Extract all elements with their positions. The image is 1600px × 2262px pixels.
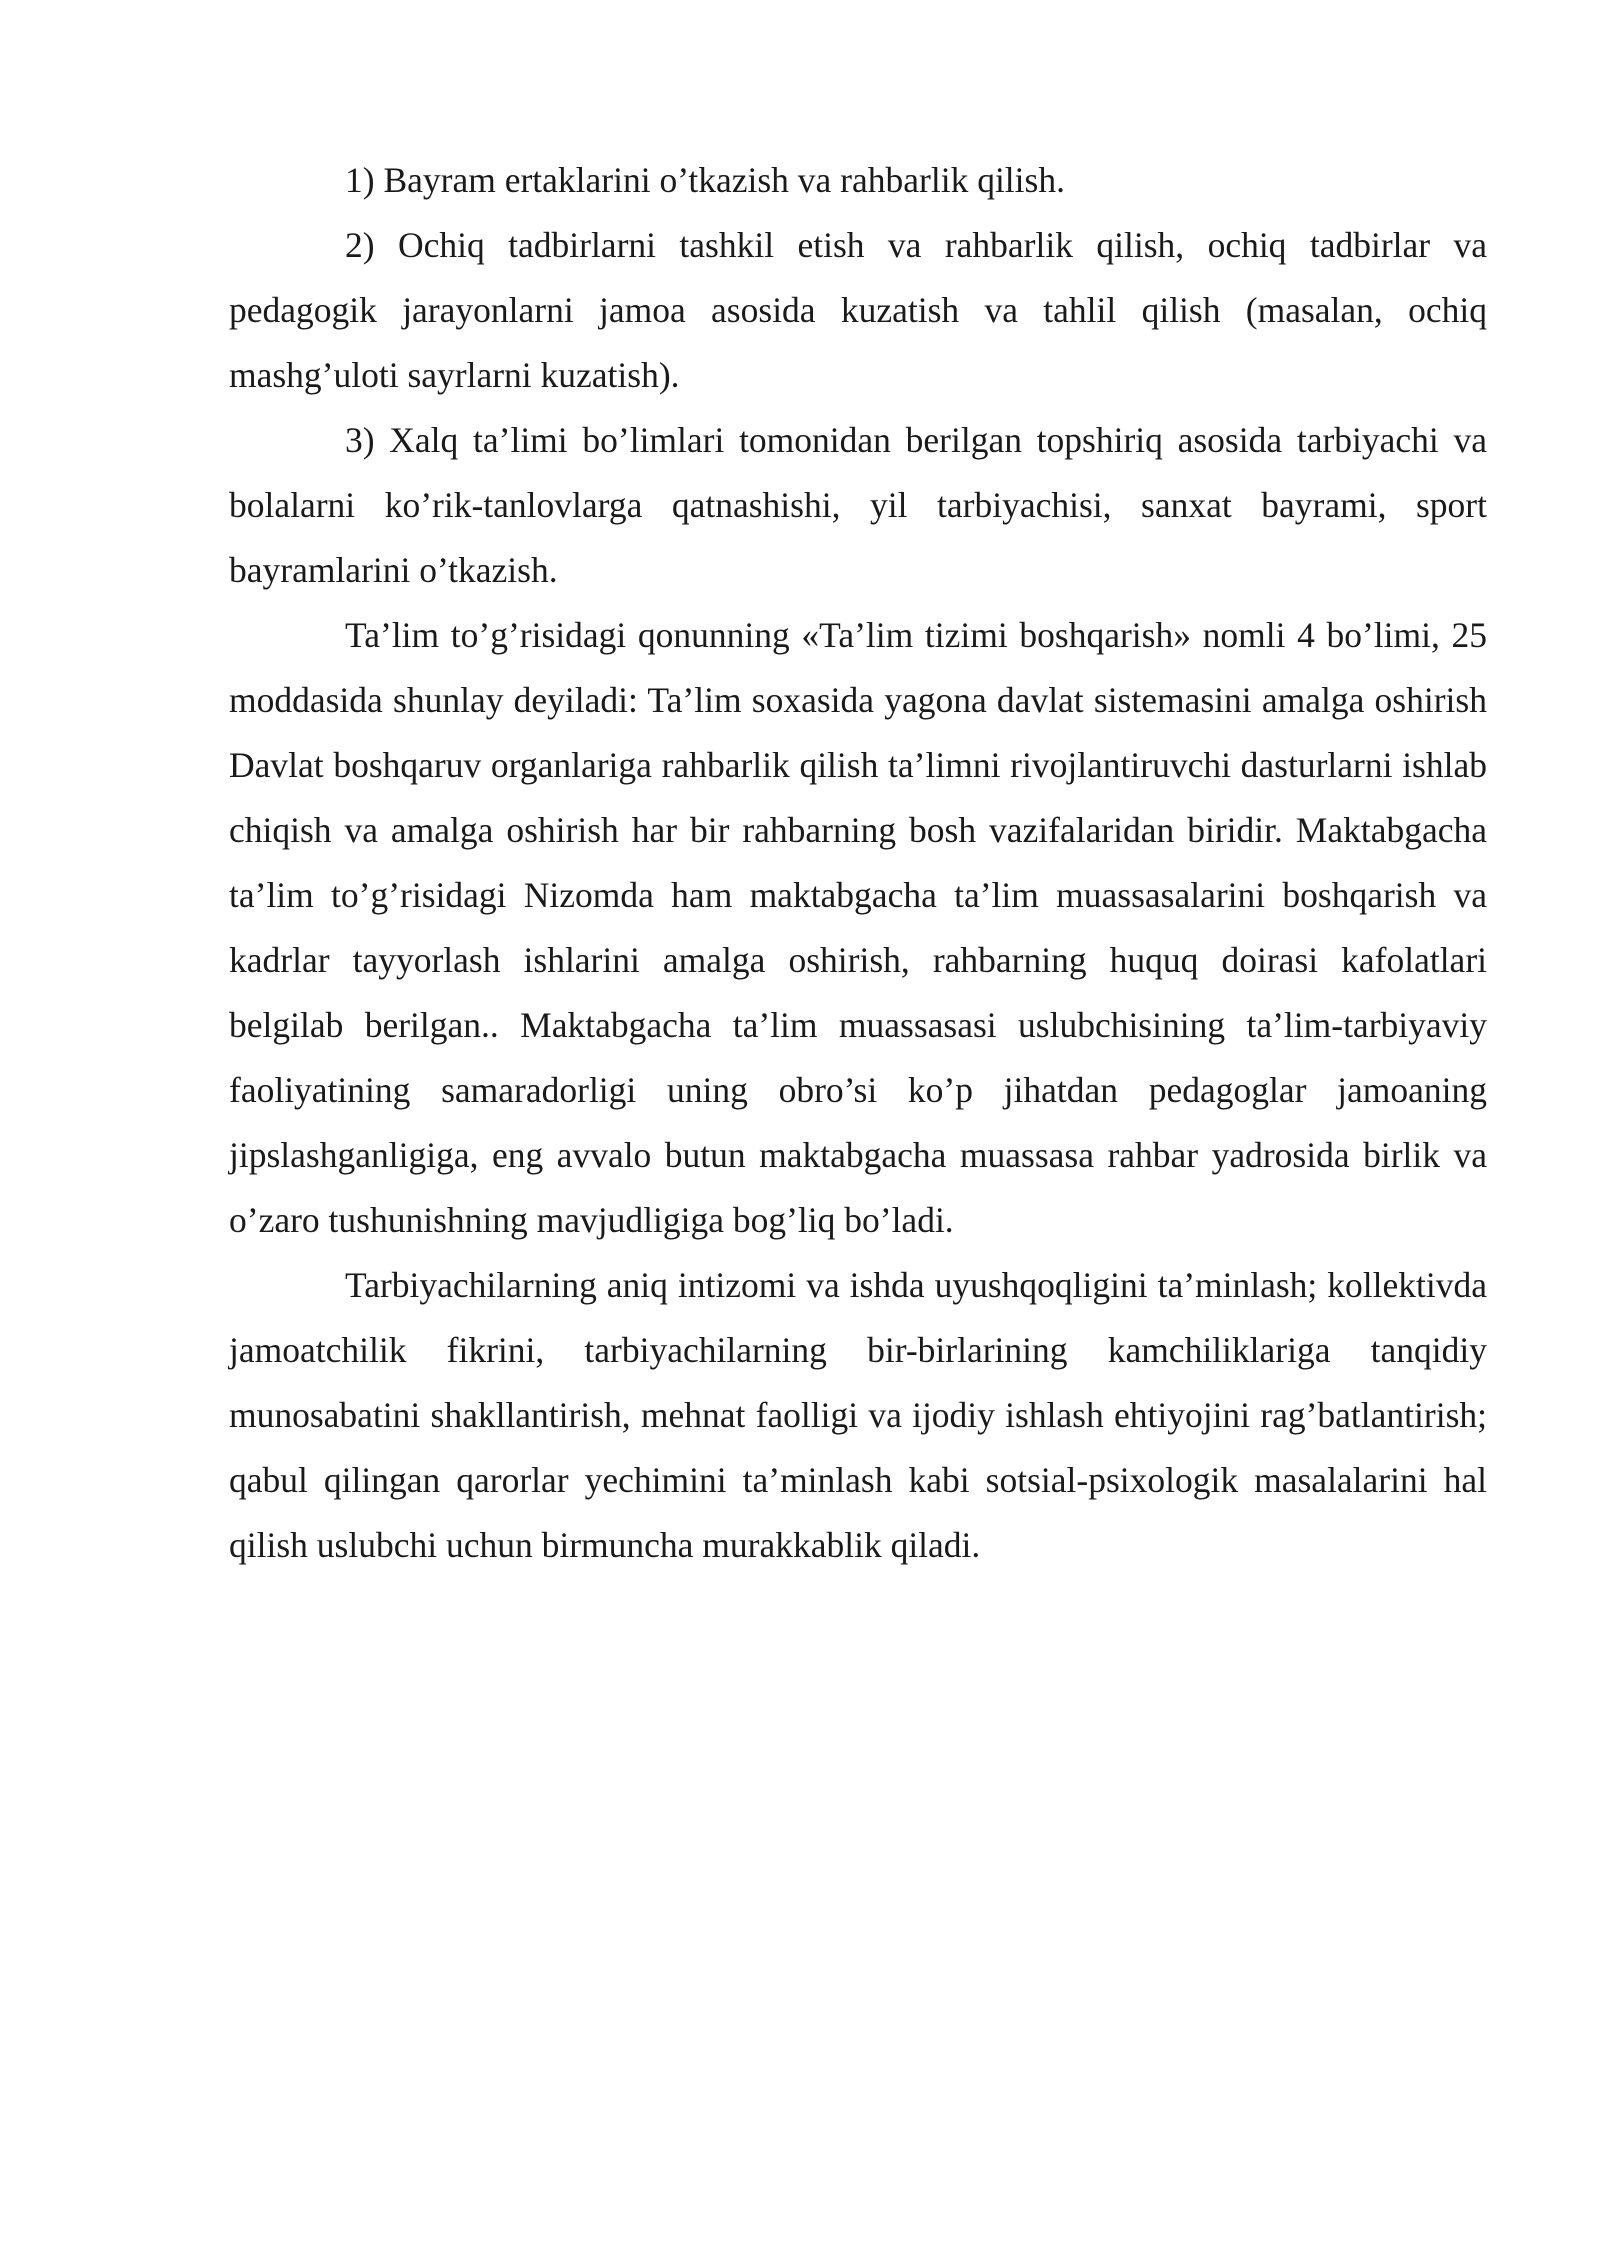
paragraph-3: 3) Xalq ta’limi bo’limlari tomonidan berilgan topshiriq asosida tarbiyachi va bolalarni ko’rik-tanlovlarga qatnashishi, yil tarbiyachisi, sanxat bayrami, sport bayramlarini o’tkazish. xyxy=(229,420,1487,590)
paragraph-2: 2) Ochiq tadbirlarni tashkil etish va rahbarlik qilish, ochiq tadbirlar va pedagogik jarayonlarni jamoa asosida kuzatish va tahlil qilish (masalan, ochiq mashg’uloti sayrlarni kuzatish). xyxy=(229,225,1487,395)
document-body xyxy=(229,148,1487,1578)
paragraph-5: Tarbiyachilarning aniq intizomi va ishda uyushqoqligini ta’minlash; kollektivda jamoatchilik fikrini, tarbiyachilarning bir-birlarining kamchiliklariga tanqidiy munosabatini shakllantirish, mehnat faolligi va ijodiy ishlash ehtiyojini rag’batlantirish; qabul qilingan qarorlar yechimini ta’minlash kabi sotsial-psixologik masalalarini hal qilish uslubchi uchun birmuncha murakkablik qiladi. xyxy=(229,1265,1487,1565)
paragraph-1: 1) Bayram ertaklarini o’tkazish va rahbarlik qilish. xyxy=(345,160,1065,200)
paragraph-4: Ta’lim to’g’risidagi qonunning «Ta’lim tizimi boshqarish» nomli 4 bo’limi, 25 moddasida shunlay deyiladi: Ta’lim soxasida yagona davlat sistemasini amalga oshirish Davlat boshqaruv organlariga rahbarlik qilish ta’limni rivojlantiruvchi dasturlarni ishlab chiqish va amalga oshirish har bir rahbarning bosh vazifalaridan biridir. Maktabgacha ta’lim to’g’risidagi Nizomda ham maktabgacha ta’lim muassasalarini boshqarish va kadrlar tayyorlash ishlarini amalga oshirish, rahbarning huquq doirasi kafolatlari belgilab berilgan.. Maktabgacha ta’lim muassasasi uslubchisining ta’lim-tarbiyaviy faoliyatining samaradorligi uning obro’si ko’p jihatdan pedagoglar jamoaning jipslashganligiga, eng avvalo butun maktabgacha muassasa rahbar yadrosida birlik va o’zaro tushunishning mavjudligiga bog’liq bo’ladi. xyxy=(229,615,1487,1240)
